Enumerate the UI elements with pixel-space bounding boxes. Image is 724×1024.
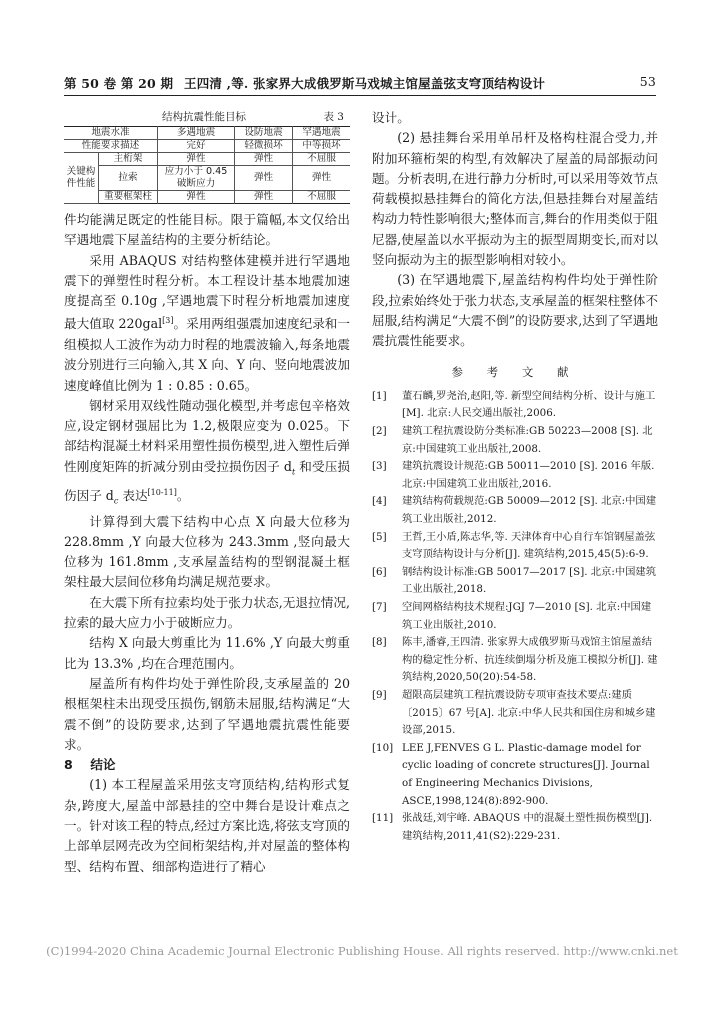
table-cell: 弹性	[158, 153, 235, 166]
copyright-footer: (C)1994-2020 China Academic Journal Electronic Publishing House. All rights reserved. http://www.cnki.net	[46, 944, 678, 958]
reference-item	[372, 529, 658, 564]
reference-number: [2]	[372, 425, 387, 438]
table-cell: 弹性	[235, 153, 293, 166]
text-run: 和受压损伤因子 d	[64, 458, 350, 503]
performance-table	[64, 126, 350, 204]
paragraph: 屋盖所有构件均处于弹性阶段,支承屋盖的 20 根框架柱未出现受压损伤,钢筋未屈服,结构满足“大震不倒”的设防要求,达到了罕遇地震抗震性能要求。	[64, 675, 350, 752]
reference-number: [7]	[372, 600, 387, 613]
references-heading: 参 考 文 献	[451, 364, 579, 379]
table-caption	[64, 108, 350, 126]
reference-item	[372, 493, 658, 528]
paragraph: 结构 X 向最大剪重比为 11.6% ,Y 向最大剪重比为 13.3% ,均在合理范围内。	[64, 635, 350, 671]
running-header	[64, 74, 656, 94]
table-cell: 性能要求描述	[64, 140, 158, 153]
reference-item	[372, 388, 658, 423]
table-group-label: 关键构件性能	[64, 153, 99, 204]
table-title: 结构抗震性能目标	[162, 111, 246, 123]
running-title: 王四清 ,等. 张家界大成俄罗斯马戏城主馆屋盖弦支穹顶结构设计	[184, 76, 546, 91]
section-title: 结论	[90, 757, 116, 773]
paragraph	[64, 396, 350, 512]
table-cell: 不屈服	[293, 191, 350, 204]
paragraph: 在大震下所有拉索均处于张力状态,无退拉情况,拉索的最大应力小于破断应力。	[64, 594, 350, 631]
table-cell: 拉索	[99, 166, 158, 191]
paragraph: 计算得到大震下结构中心点 X 向最大位移为 228.8mm ,Y 向最大位移为 243.3mm ,竖向最大位移为 161.8mm ,支承屋盖结构的型钢混凝土框架柱最大层间位移角均满足规范要求。	[64, 513, 350, 590]
table-cell: 地震水准	[64, 127, 158, 140]
reference-list	[372, 388, 658, 845]
reference-item	[372, 458, 658, 493]
table-cell: 轻微损坏	[235, 140, 293, 153]
reference-item	[372, 687, 658, 740]
table-row	[64, 140, 350, 153]
table-cell: 主桁架	[99, 153, 158, 166]
reference-number: [11]	[372, 812, 394, 825]
paragraph	[64, 251, 350, 396]
reference-item	[372, 423, 658, 458]
table-cell: 中等损坏	[293, 140, 350, 153]
reference-item	[372, 599, 658, 634]
reference-number: [9]	[372, 688, 387, 701]
reference-text: 董石麟,罗尧治,赵阳,等. 新型空间结构分析、设计与施工[M]. 北京:人民交通出版社,2006.	[402, 389, 656, 420]
header-rule	[64, 95, 656, 96]
table-row	[64, 153, 350, 166]
table-number: 表 3	[323, 111, 344, 123]
left-column	[64, 108, 350, 877]
reference-text: 超限高层建筑工程抗震设防专项审查技术要点:建质〔2015〕67 号[A]. 北京:中华人民共和国住房和城乡建设部,2015.	[402, 688, 656, 737]
text-run: 表达	[118, 487, 148, 503]
reference-number: [5]	[372, 530, 387, 543]
reference-item	[372, 634, 658, 687]
reference-item	[372, 564, 658, 599]
reference-text: 建筑工程抗震设防分类标准:GB 50223—2008 [S]. 北京:中国建筑工业出版社,2008.	[402, 425, 653, 455]
table-cell: 弹性	[293, 166, 350, 191]
reference-text: 建筑抗震设计规范:GB 50011—2010 [S]. 2016 年版. 北京:中国建筑工业出版社,2016.	[402, 460, 655, 490]
table-cell: 弹性	[158, 191, 235, 204]
table-cell: 设防地震	[235, 127, 293, 140]
reference-number: [10]	[372, 741, 394, 754]
page-number: 53	[639, 74, 656, 89]
table-cell: 多遇地震	[158, 127, 235, 140]
reference-text: 张战廷,刘宇峰. ABAQUS 中的混凝土塑性损伤模型[J]. 建筑结构,2011,41(S2):229-231.	[402, 812, 653, 842]
text-run: 钢材采用双线性随动强化模型,并考虑包辛格效应,设定钢材强屈比为 1.2,极限应变为 0.025。下部结构混凝土材料采用塑性损伤模型,进入塑性后弹性刚度矩阵的折减分别由受拉损伤因子 d	[64, 397, 350, 474]
section-number: 8	[64, 757, 73, 773]
text-run: 。	[176, 487, 190, 503]
section-heading	[64, 755, 350, 775]
citation: [10-11]	[147, 487, 177, 497]
table-cell: 完好	[158, 140, 235, 153]
table-cell: 不屈服	[293, 153, 350, 166]
reference-number: [8]	[372, 636, 387, 649]
paragraph: 设计。	[372, 110, 410, 125]
table-cell: 重要框架柱	[99, 191, 158, 204]
table-row	[64, 191, 350, 204]
reference-text: 钢结构设计标准:GB 50017—2017 [S]. 北京:中国建筑工业出版社,2018.	[402, 565, 657, 596]
reference-text: 王哲,王小盾,陈志华,等. 天津体育中心自行车馆钢屋盖弦支穹顶结构设计与分析[J]. 建筑结构,2015,45(5):6-9.	[402, 530, 656, 561]
reference-item	[372, 740, 658, 810]
reference-number: [6]	[372, 565, 387, 578]
reference-item	[372, 810, 658, 845]
table-cell: 应力小于 0.45 破断应力	[158, 166, 235, 191]
journal-issue: 第 50 卷 第 20 期	[64, 76, 174, 91]
table-cell: 罕遇地震	[293, 127, 350, 140]
table-cell: 弹性	[235, 191, 293, 204]
reference-number: [1]	[372, 389, 387, 402]
reference-text: LEE J,FENVES G L. Plastic-damage model for cyclic loading of concrete structures[J]. Journal of Engineering Mechanics Divisions, ASCE,1998,124(8):892-900.	[402, 741, 650, 807]
table-row	[64, 127, 350, 140]
reference-text: 空间网格结构技术规程:JGJ 7—2010 [S]. 北京:中国建筑工业出版社,2010.	[402, 600, 652, 631]
paragraph: (3) 在罕遇地震下,屋盖结构构件均处于弹性阶段,拉索始终处于张力状态,支承屋盖的框架柱整体不屈服,结构满足“大震不倒”的设防要求,达到了罕遇地震抗震性能要求。	[372, 272, 658, 349]
right-column	[372, 108, 658, 845]
reference-number: [4]	[372, 495, 387, 508]
paragraph: 件均能满足既定的性能目标。限于篇幅,本文仅给出罕遇地震下屋盖结构的主要分析结论。	[64, 212, 350, 248]
subscript: t	[291, 467, 296, 477]
reference-text: 建筑结构荷载规范:GB 50009—2012 [S]. 北京:中国建筑工业出版社,2012.	[402, 495, 657, 526]
table-cell: 弹性	[235, 166, 293, 191]
reference-text: 陈丰,潘睿,王四清. 张家界大成俄罗斯马戏馆主馆屋盖结构的稳定性分析、抗连续倒塌分析及施工模拟分析[J]. 建筑结构,2020,50(20):54-58.	[402, 636, 658, 684]
text-run: 采用 ABAQUS 对结构整体建模并进行罕遇地震下的弹塑性时程分析。本工程设计基本地震加速度提高至 0.10g ,罕遇地震下时程分析地震加速度最大值取 220gal	[64, 252, 350, 332]
paragraph: (2) 悬挂舞台采用单吊杆及格构柱混合受力,并附加环箍桁架的构型,有效解决了屋盖的局部振动问题。分析表明,在进行静力分析时,可以采用等效节点荷载模拟悬挂舞台的简化方法,但悬挂舞台对屋盖结构动力特性影响很大;整体而言,舞台的作用类似于阻尼器,使屋盖以水平振动为主的振型周期变长,而对以竖向振动为主的振型影响相对较小。	[372, 130, 658, 268]
paragraph: (1) 本工程屋盖采用弦支穹顶结构,结构形式复杂,跨度大,屋盖中部悬挂的空中舞台是设计难点之一。针对该工程的特点,经过方案比选,将弦支穹顶的上部单层网壳改为空间桁架结构,并对屋盖的整体构型、结构布置、细部构造进行了精心	[64, 777, 350, 874]
text-run: 。采用两组强震加速度纪录和一组模拟人工波作为动力时程的地震波输入,每条地震波分别进行三向输入,其 X 向、Y 向、竖向地震波加速度峰值比例为 1 : 0.85 : 0.65。	[64, 316, 351, 393]
subscript: c	[113, 496, 119, 506]
reference-number: [3]	[372, 460, 387, 473]
table-row	[64, 166, 350, 191]
citation: [3]	[162, 316, 174, 326]
